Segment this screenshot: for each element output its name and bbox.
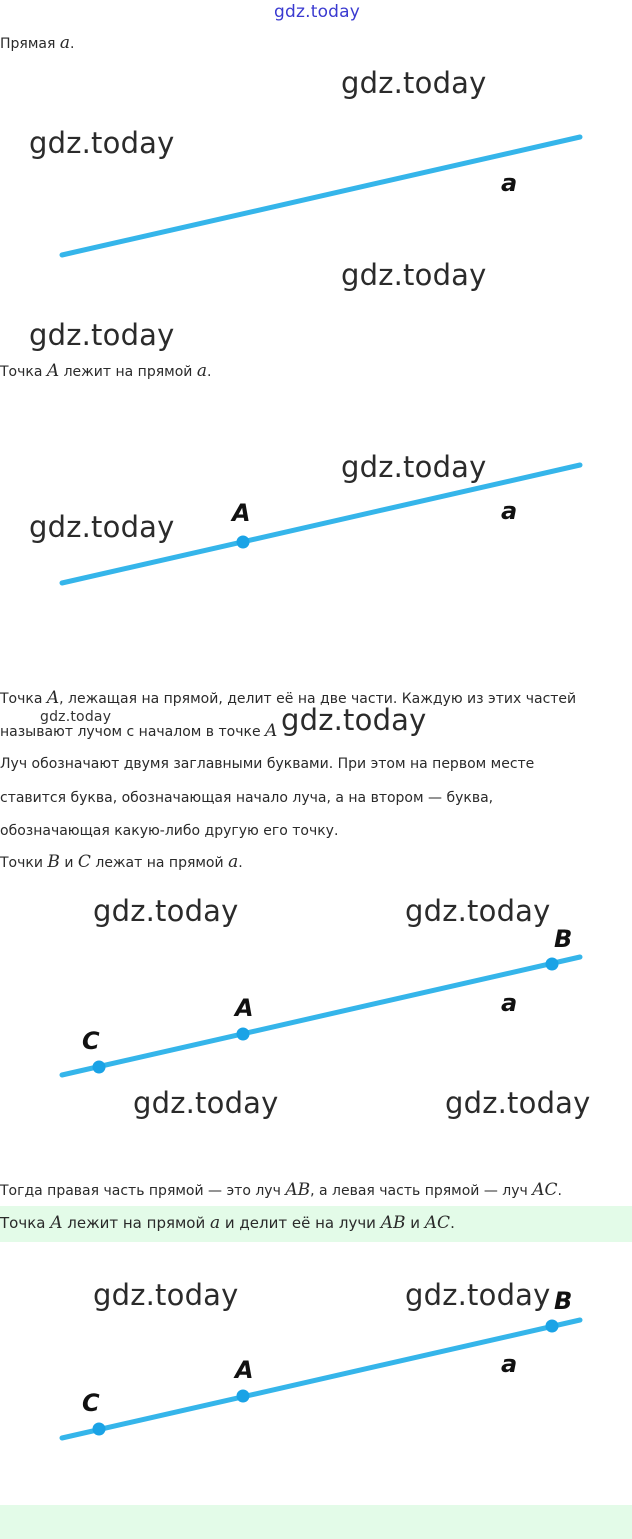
watermark: gdz.today bbox=[29, 318, 175, 352]
watermark: gdz.today bbox=[281, 703, 427, 737]
point-b bbox=[546, 1320, 559, 1333]
figure-line-a bbox=[0, 0, 632, 340]
paragraph-line-3: Луч обозначают двумя заглавными буквами. При этом на первом месте bbox=[0, 756, 535, 772]
label-point-a: A bbox=[235, 994, 254, 1022]
watermark: gdz.today bbox=[133, 1086, 279, 1120]
label-point-b: B bbox=[554, 1287, 573, 1315]
label-point-c: C bbox=[82, 1027, 100, 1055]
watermark: gdz.today bbox=[29, 510, 175, 544]
paragraph-line-2: называют лучом с началом в точке A bbox=[0, 721, 278, 741]
watermark: gdz.today bbox=[93, 894, 239, 928]
label-point-b: B bbox=[554, 925, 573, 953]
caption-point-a-on-line: Точка A лежит на прямой a. bbox=[0, 361, 212, 381]
paragraph-line-5: обозначающая какую-либо другую его точку. bbox=[0, 823, 339, 839]
watermark: gdz.today bbox=[445, 1086, 591, 1120]
caption-line-a: Прямая a. bbox=[0, 33, 75, 53]
label-line-a: a bbox=[501, 169, 518, 197]
paragraph-line-4: ставится буква, обозначающая начало луча, а на втором — буква, bbox=[0, 790, 494, 806]
label-line-a: a bbox=[501, 1350, 518, 1378]
caption-points-b-c: Точки B и C лежат на прямой a. bbox=[0, 852, 243, 872]
label-point-a: A bbox=[232, 499, 251, 527]
paragraph-line-1: Точка A, лежащая на прямой, делит её на две части. Каждую из этих частей bbox=[0, 688, 577, 708]
point-b bbox=[546, 958, 559, 971]
label-point-c: C bbox=[82, 1389, 100, 1417]
watermark: gdz.today bbox=[405, 1278, 551, 1312]
figure-point-a bbox=[0, 390, 632, 610]
watermark: gdz.today bbox=[341, 66, 487, 100]
watermark-top: gdz.today bbox=[274, 2, 361, 22]
watermark: gdz.today bbox=[341, 450, 487, 484]
watermark: gdz.today bbox=[341, 258, 487, 292]
caption-rays: Тогда правая часть прямой — это луч AB, а левая часть прямой — луч AC. bbox=[0, 1180, 562, 1200]
point-a bbox=[237, 536, 250, 549]
point-a bbox=[237, 1390, 250, 1403]
watermark: gdz.today bbox=[29, 126, 175, 160]
label-point-a: A bbox=[235, 1356, 254, 1384]
label-line-a: a bbox=[501, 989, 518, 1017]
line-a bbox=[62, 1320, 580, 1438]
highlight-box-bottom bbox=[0, 1505, 632, 1539]
point-c bbox=[93, 1423, 106, 1436]
watermark: gdz.today bbox=[40, 709, 112, 725]
point-a bbox=[237, 1028, 250, 1041]
caption-divides-into-rays: Точка A лежит на прямой a и делит её на лучи AB и AC. bbox=[0, 1213, 455, 1233]
point-c bbox=[93, 1061, 106, 1074]
watermark: gdz.today bbox=[405, 894, 551, 928]
label-line-a: a bbox=[501, 497, 518, 525]
watermark: gdz.today bbox=[93, 1278, 239, 1312]
